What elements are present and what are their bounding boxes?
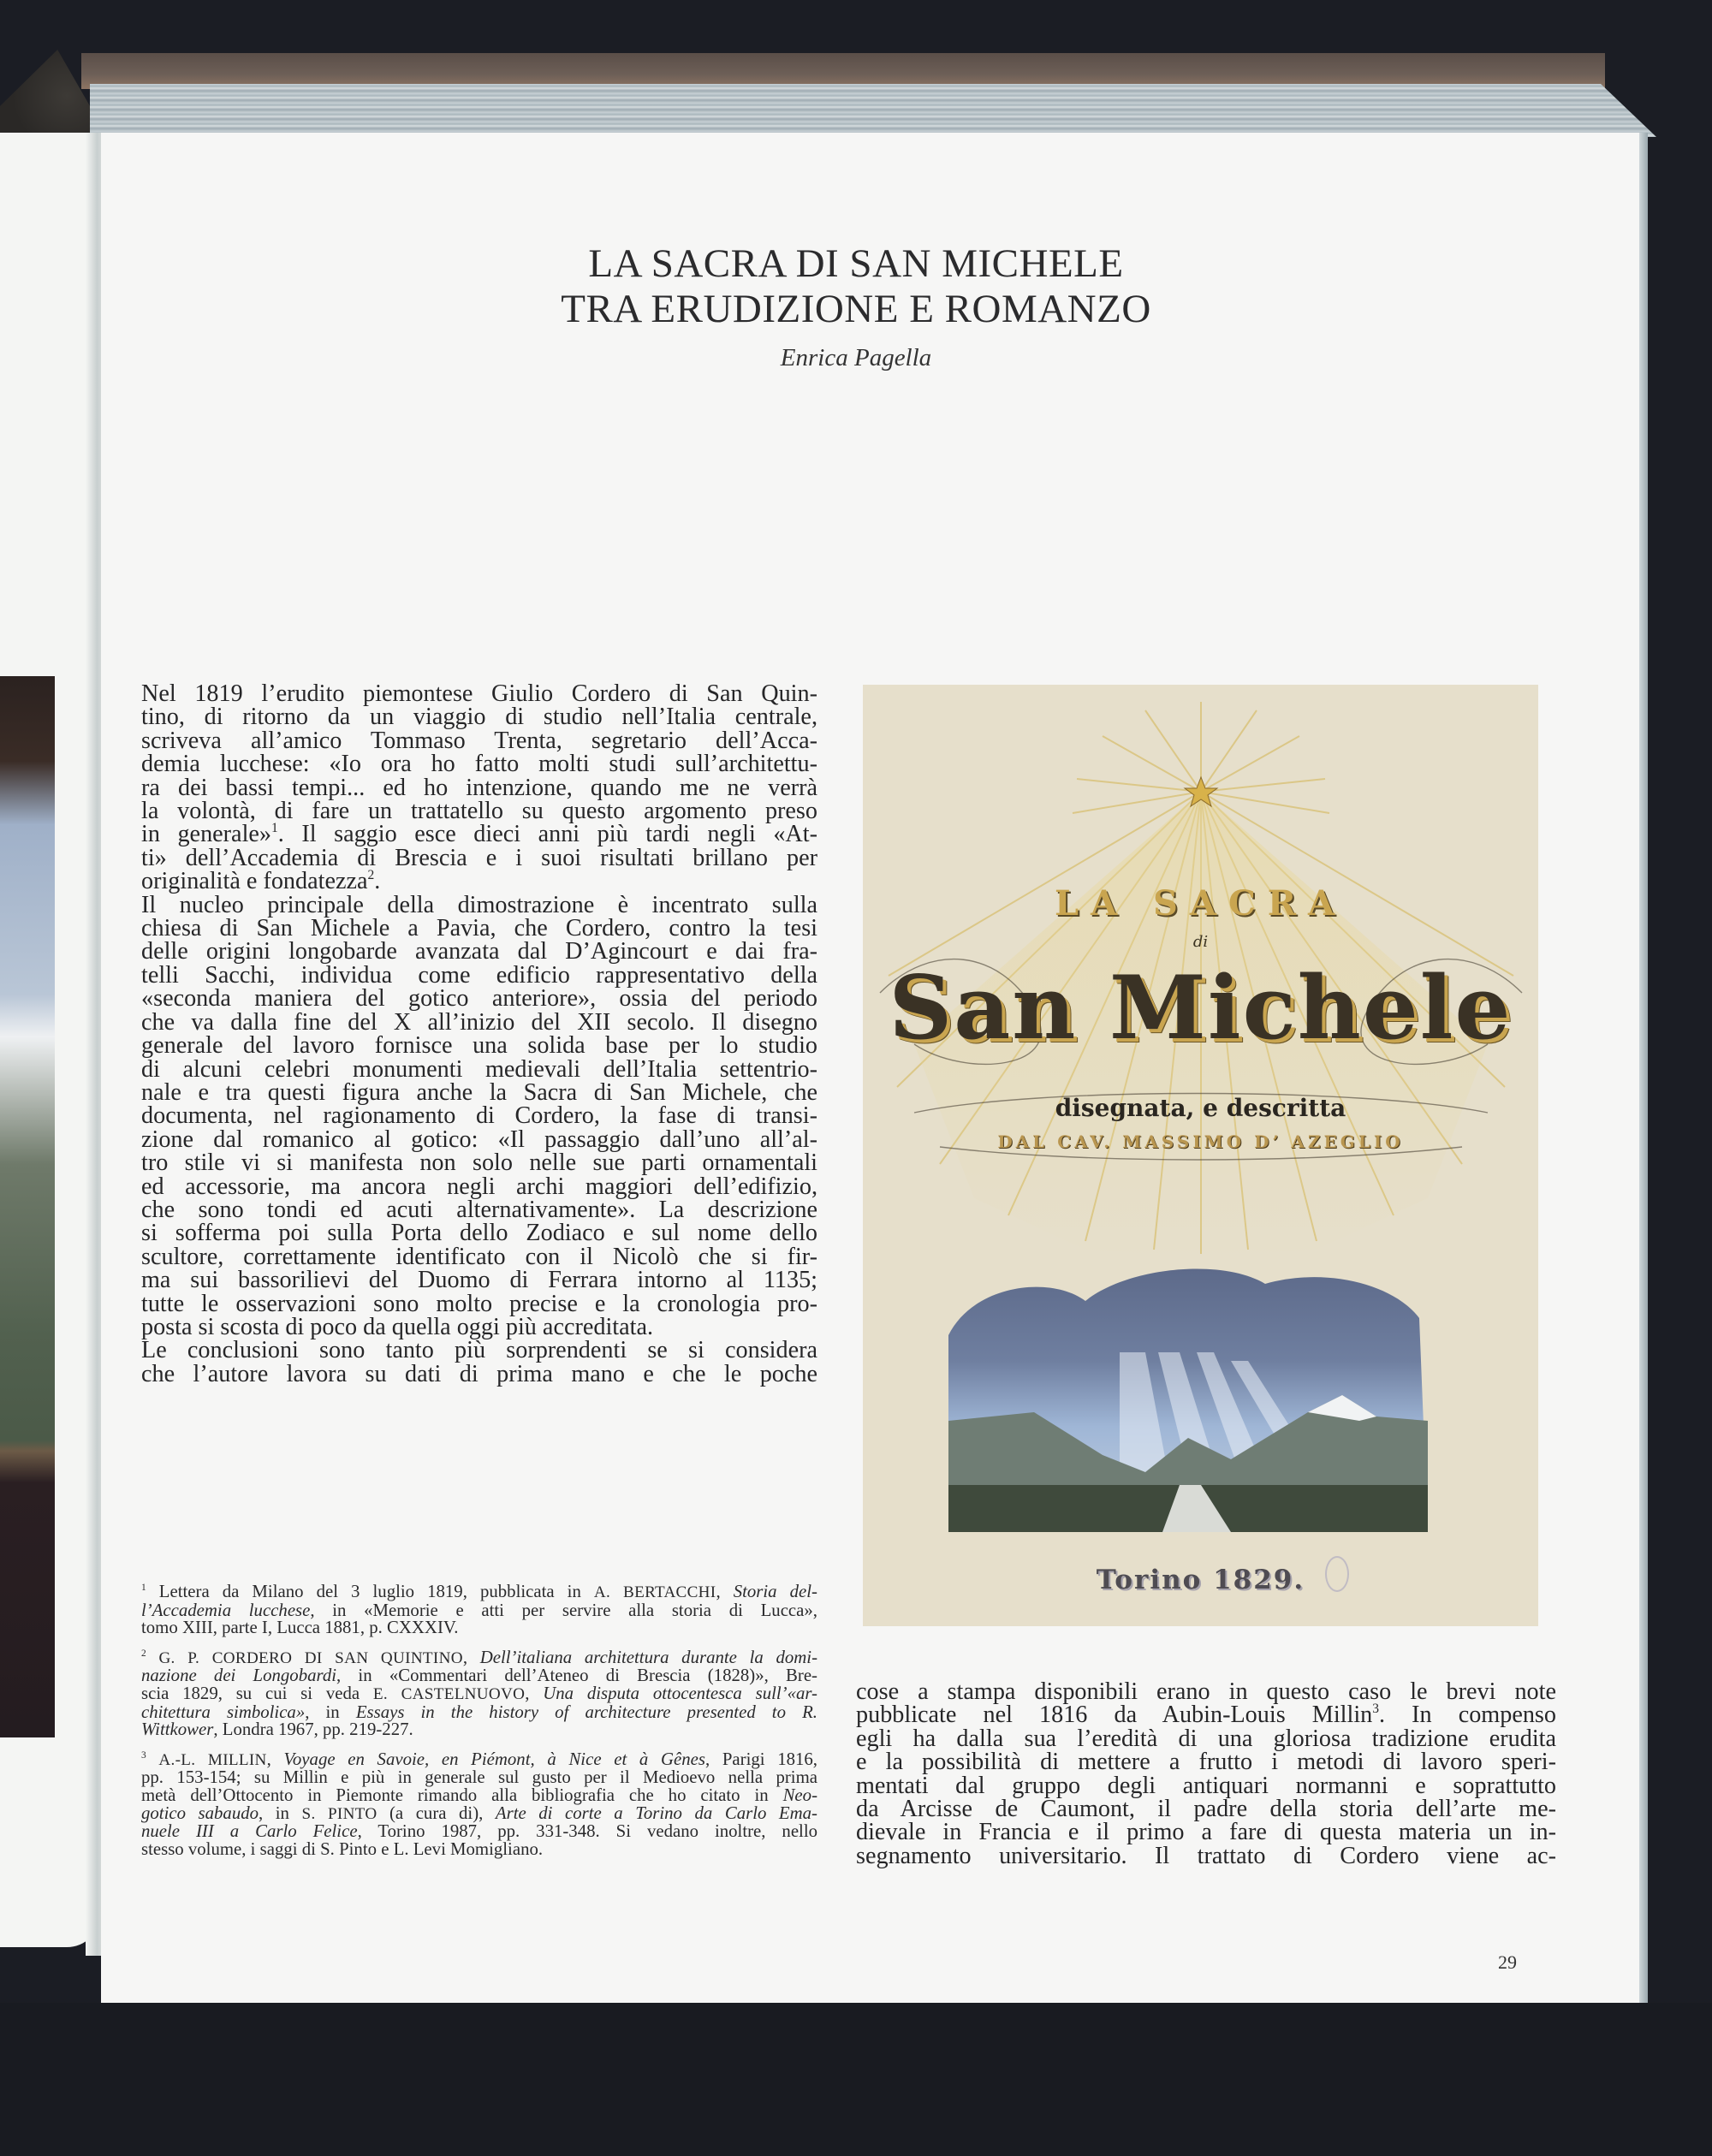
footnote-ref-3[interactable]: 3 xyxy=(1372,1702,1379,1717)
text-fragment: , xyxy=(716,1582,734,1601)
text-line: zione dal romanico al gotico: «Il passaggio dall’uno all’al- xyxy=(141,1126,817,1153)
text-fragment: , Torino 1987, pp. 331-348. Si vedano inoltre, nello xyxy=(357,1821,818,1842)
text-fragment: (a cura di), xyxy=(377,1803,496,1823)
text-fragment: in generale» xyxy=(141,821,272,848)
footnote-line xyxy=(141,1667,817,1685)
text-line: tino, di ritorno da un viaggio di studio nell’Italia centrale, xyxy=(141,704,817,731)
page-number: 29 xyxy=(1498,1951,1517,1973)
text-line: Nel 1819 l’erudito piemontese Giulio Cordero di San Quin- xyxy=(141,680,817,707)
page-edge xyxy=(1639,133,1648,2020)
left-text-column xyxy=(141,682,817,1386)
text-fragment: , xyxy=(266,1749,284,1769)
cited-title: nuele III a Carlo Felice xyxy=(141,1821,358,1842)
footnote-line xyxy=(141,1751,817,1770)
footnote-line xyxy=(141,1823,817,1841)
text-line: delle origini longobarde avanzata dal D’Agincourt e dai fra- xyxy=(141,938,817,965)
text-line: tutte le osservazioni sono molto precise e la cronologia pro- xyxy=(141,1290,817,1317)
text-line: ti» dell’Accademia di Brescia e i suoi risultati brillano per xyxy=(141,844,817,871)
footnote-line xyxy=(141,1704,817,1722)
text-line: egli ha dalla sua l’eredità di una gloriosa tradizione erudita xyxy=(856,1725,1556,1752)
cited-title: Dell’italiana architettura durante la domi- xyxy=(479,1647,817,1667)
text-line: di alcuni celebri monumenti medievali dell’Italia settentrio- xyxy=(141,1055,817,1083)
text-fragment: scia 1829, su cui si veda xyxy=(141,1683,373,1703)
cited-title: Essays in the history of architecture presented to R. xyxy=(355,1702,817,1722)
book-cover-edge xyxy=(81,53,1605,89)
cited-title: Voyage en Savoie, en Piémont, à Nice et à Gênes xyxy=(283,1749,705,1769)
text-fragment: , in «Commentari dell’Ateneo di Brescia (1828)», Bre- xyxy=(336,1666,817,1686)
text-line: ed accessorie, ma ancora negli archi maggiori dell’edifizio, xyxy=(141,1173,817,1200)
text-line: chiesa di San Michele a Pavia, che Cordero, contro la tesi xyxy=(141,915,817,942)
text-line: posta si scosta di poco da quella oggi più accreditata. xyxy=(141,1313,654,1340)
author-name: Enrica Pagella xyxy=(780,344,932,371)
text-line: tro stile vi si manifesta non solo nelle sue parti ornamentali xyxy=(141,1149,817,1177)
footnotes xyxy=(141,1583,817,1870)
text-fragment: , in xyxy=(305,1702,356,1722)
cited-author: S. PINTO xyxy=(301,1804,377,1823)
text-fragment: metà dell’Ottocento in Piemonte rimando alla bibliografia che ho citato in xyxy=(141,1785,783,1805)
text-line: segnamento universitario. Il trattato di Cordero viene ac- xyxy=(856,1842,1556,1869)
plate-title-la-sacra: LA SACRA xyxy=(1054,883,1347,924)
footnote-line: pp. 153-154; su Millin e più in generale sul gusto per il Medioevo nella prima xyxy=(141,1767,817,1788)
text-line: la volontà, di fare un trattatello su questo argomento preso xyxy=(141,798,817,825)
text-line: da Arcisse de Caumont, il padre della storia dell’arte me- xyxy=(856,1796,1556,1823)
text-fragment: . xyxy=(374,868,381,895)
text-line: «seconda maniera del gotico anteriore», ossia del periodo xyxy=(141,985,817,1013)
right-text-column xyxy=(856,1680,1556,1868)
text-fragment: , Parigi 1816, xyxy=(704,1749,817,1769)
text-line: nale e tra questi figura anche la Sacra di San Michele, che xyxy=(141,1078,817,1106)
text-fragment: , xyxy=(525,1683,544,1703)
footnote-1 xyxy=(141,1583,817,1637)
cited-title: gotico sabaudo xyxy=(141,1803,259,1823)
plate-imprint: Torino 1829. xyxy=(1096,1565,1305,1595)
text-line: e la possibilità di mettere a frutto i metodi di lavoro speri- xyxy=(856,1749,1556,1776)
footnote-ref-1[interactable]: 1 xyxy=(271,821,278,836)
text-fragment: . In compenso xyxy=(1379,1702,1556,1729)
text-line: documenta, nel ragionamento di Cordero, la fase di transi- xyxy=(141,1102,817,1130)
cited-title: nazione dei Longobardi xyxy=(141,1666,336,1686)
footnote-line: tomo XIII, parte I, Lucca 1881, p. CXXXIV. xyxy=(141,1618,459,1638)
page-block-edges xyxy=(90,84,1656,137)
cited-title: Storia del- xyxy=(733,1582,817,1601)
cited-author: G. P. CORDERO DI SAN QUINTINO xyxy=(158,1648,463,1667)
text-line: che l’autore lavora su dati di prima mano e che le poche xyxy=(141,1360,817,1387)
text-line: mentati dal gruppo degli antiquari normanni e soprattutto xyxy=(856,1772,1556,1799)
sunburst-and-landscape-art xyxy=(863,685,1538,1626)
text-fragment: , Londra 1967, pp. 219-227. xyxy=(213,1719,413,1740)
plate-title-san-michele: San Michele xyxy=(889,957,1513,1060)
article-title xyxy=(0,241,1712,332)
title-line-2: TRA ERUDIZIONE E ROMANZO xyxy=(561,287,1151,331)
text-line: demia lucchese: «Io ora ho fatto molti studi sull’architettu- xyxy=(141,751,817,778)
footnote-line xyxy=(141,1805,817,1824)
footnote-line xyxy=(141,1685,817,1704)
footnote-line xyxy=(141,1649,817,1668)
background-surface xyxy=(0,2003,1712,2156)
footnote-line xyxy=(141,1787,817,1805)
footnote-line xyxy=(141,1602,817,1620)
text-line: ra dei bassi tempi... ed ho intenzione, quando me ne verrà xyxy=(141,774,817,801)
text-line xyxy=(141,870,817,893)
text-fragment: , in xyxy=(259,1803,302,1823)
text-line xyxy=(856,1702,1556,1729)
text-fragment: . Il saggio esce dieci anni più tardi negli «At- xyxy=(277,821,818,848)
text-fragment: , xyxy=(462,1647,480,1667)
text-line: scriveva all’amico Tommaso Trenta, segretario dell’Acca- xyxy=(141,727,817,754)
library-stamp-icon xyxy=(1325,1556,1349,1592)
cited-title: chitettura simbolica» xyxy=(141,1702,306,1722)
cited-author: A. BERTACCHI xyxy=(593,1583,716,1601)
plate-subtitle: disegnata, e descritta xyxy=(1055,1094,1346,1122)
footnote-2 xyxy=(141,1649,817,1739)
footnote-line xyxy=(141,1583,817,1602)
cited-title: Arte di corte a Torino da Carlo Ema- xyxy=(495,1803,817,1823)
cited-author: E. CASTELNUOVO xyxy=(372,1684,526,1703)
cited-title: l’Accademia lucchese xyxy=(141,1600,311,1620)
text-line: scultore, correttamente identificato con il Nicolò che si fir- xyxy=(141,1243,817,1270)
text-fragment: originalità e fondatezza xyxy=(141,868,368,895)
text-line: che va dalla fine del X all’inizio del XII secolo. Il disegno xyxy=(141,1008,817,1036)
footnote-3 xyxy=(141,1751,817,1859)
cited-title: Wittkower xyxy=(141,1719,214,1740)
text-fragment: , in «Memorie e atti per servire alla storia di Lucca», xyxy=(310,1600,817,1620)
frontispiece-illustration xyxy=(863,685,1538,1626)
text-line: generale del lavoro fornisce una solida base per lo studio xyxy=(141,1032,817,1060)
text-line: dievale in Francia e il primo a fare di questa materia un in- xyxy=(856,1819,1556,1846)
text-line: telli Sacchi, individua come edificio rappresentativo della xyxy=(141,961,817,989)
text-fragment: pubblicate nel 1816 da Aubin-Louis Millin xyxy=(856,1702,1373,1729)
footnote-number: 3 xyxy=(141,1749,146,1761)
landscape-vignette xyxy=(948,1269,1428,1532)
footnote-number: 1 xyxy=(141,1583,146,1593)
footnote-line: stesso volume, i saggi di S. Pinto e L. Levi Momigliano. xyxy=(141,1838,544,1859)
text-line: che sono tondi ed acuti alternativamente». La descrizione xyxy=(141,1196,817,1223)
plate-author-line: DAL CAV. MASSIMO D’ AZEGLIO xyxy=(997,1131,1404,1152)
cited-author: A.-L. MILLIN xyxy=(158,1750,267,1769)
text-line: Il nucleo principale della dimostrazione è incentrato sulla xyxy=(141,891,817,918)
text-line: si sofferma poi sulla Porta dello Zodiaco e sul nome dello xyxy=(141,1220,817,1247)
footnote-ref-2[interactable]: 2 xyxy=(367,868,375,883)
text-line: ma sui bassorilievi del Duomo di Ferrara intorno al 1135; xyxy=(141,1267,817,1294)
text-line: cose a stampa disponibili erano in questo caso le brevi note xyxy=(856,1678,1556,1705)
text-line xyxy=(141,823,817,846)
footnote-number: 2 xyxy=(141,1648,146,1659)
title-line-1: LA SACRA DI SAN MICHELE xyxy=(588,241,1124,286)
text-line: Le conclusioni sono tanto più sorprendenti se si considera xyxy=(141,1337,817,1364)
cited-title: Neo- xyxy=(782,1785,817,1805)
facing-page-illustration xyxy=(0,676,55,1737)
text-fragment: Lettera da Milano del 3 luglio 1819, pubblicata in xyxy=(158,1582,594,1601)
footnote-line xyxy=(141,1721,817,1739)
plate-title-di: di xyxy=(1192,933,1209,951)
cited-title: Una disputa ottocentesca sull’«ar- xyxy=(543,1683,817,1703)
